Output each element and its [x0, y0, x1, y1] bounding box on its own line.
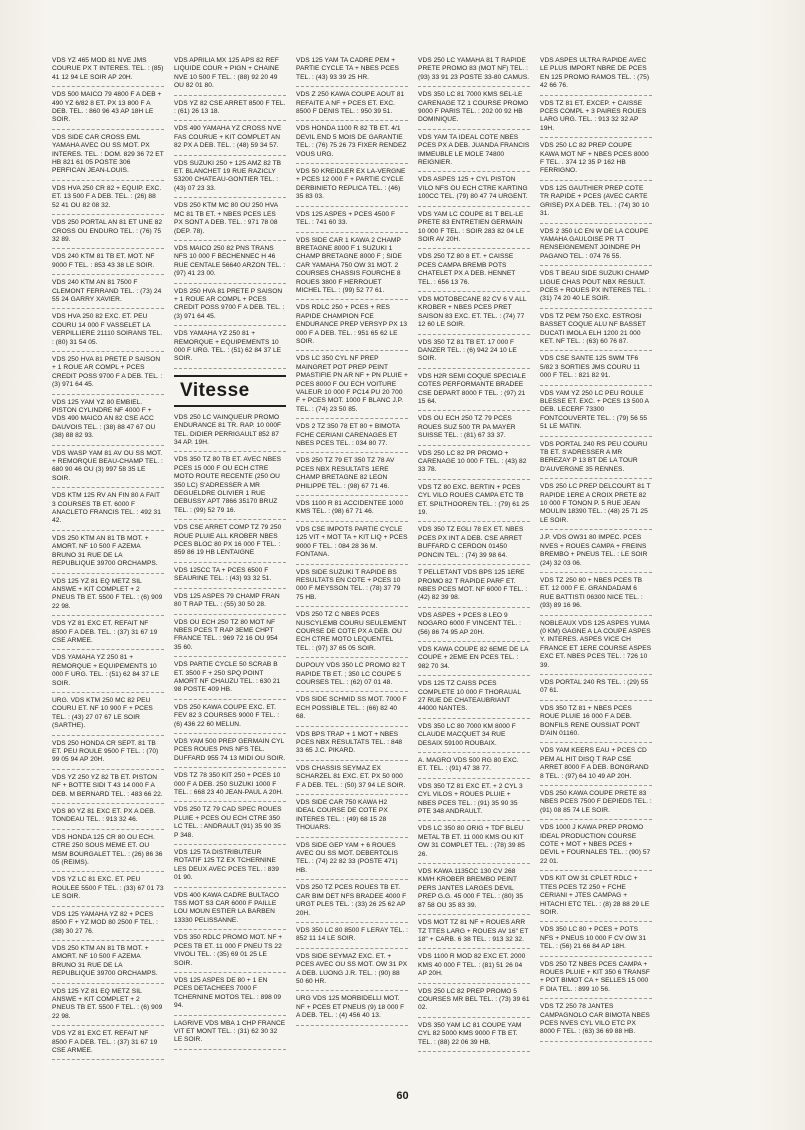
classified-ad: VDS HONDA 1100 R 82 TB ET. 4/1 DEVIL END 5 MOIS DE GARANTIE TEL. : (76) 75 26 73 FIXER RENDEZ VOUS URG. — [296, 124, 408, 164]
classified-ad: A. MAGRO VDS 500 RG 80 EXC. ET. TEL. : (91) 47 38 77. — [418, 756, 530, 779]
classified-ad: URG VDS 125 MORBIDELLI MOT. NF + PCES ET PNEUS (9) 18 000 F A DEB. TEL. : (4) 456 40 13. — [296, 994, 408, 1025]
classified-ad: VDS 125 TA DISTRIBUTEUR ROTATIF 125 TZ EX TCHERNINE LES DEUX AVEC PCES TEL. : 839 01 90. — [174, 848, 286, 888]
classified-ad: VDS 250 LC 82 PREP COUPE KAWA MOT NF + NBES PCES 8000 F TEL. . 374 12 35 P 162 HB FERRIGNO. — [540, 141, 652, 181]
classified-ad: NOBLEAUX VDS 125 ASPES YUMA (0 KM) GAGNE A LA COUPE ASPES Y. INTERES. ASPES VICE CH FRANCE ET 1ERE COURSE ASPES EXC ET. NBES PCES TEL. : 726 10 39. — [540, 619, 652, 675]
classified-ad: VDS OU ECH 250 TZ 79 PCES ROUES SUZ 500 TR PA MAYER SUISSE TEL. : (81) 67 33 37. — [418, 414, 530, 445]
columns-container — [52, 56, 768, 1086]
column-1 — [52, 56, 164, 1086]
classified-ad: VDS TZ 80 EXC. BERTIN + PCES CYL VILO ROUES CAMPA ETC TB ET. SPILTHOOREN TEL. : (79) 61 25 19. — [418, 483, 530, 523]
classified-ad: VDS SIDE SEYMAZ EXC. ET. + PCES AVEC OU SS MOT. OW 31 PX A DEB. LUONG J.R. TEL. : (90) 88 50 60 HR. — [296, 952, 408, 992]
classified-ad: VDS 250 TZ C NBES PCES NUSCYLEMB COURU SEULEMENT COURSE DE COTE PX A DEB. OU ECH CTRE MOTO LEQUENTEL TEL. : (97) 37 65 05 SOIR. — [296, 610, 408, 658]
classified-ad: VDS 50 KREIDLER EX LA-VERGNE + PCES 12 000 F + PARTIE CYCLE DERBINIETO REPLICA TEL. : (46) 35 83 03. — [296, 167, 408, 207]
classified-ad: VDS TZ 250 80 + NBES PCES TB ET. 12 000 F E. GRANDADAM 6 RUE BATTISTI 06300 NICE TEL. : (93) 89 16 96. — [540, 576, 652, 616]
classified-ad: VDS 250 HVA 81 PRETE P SAISON + 1 ROUE AR COMPL + PCES CREDIT POSS 9700 F A DEB. TEL. : (3) 971 64 45. — [52, 355, 164, 395]
classified-ad: VDS MOT TZ 81 NF + ROUES ARR TZ TTES LARG + ROUES AV 16" ET 18" + CARB. 6 38 TEL. : 913 32 32. — [418, 918, 530, 949]
classified-ad: VDS TZ 250 78 JANTES CAMPAGNOLO CAR BIMOTA NBES PCES NVES CYL VILO ETC PX 8000 F TEL. : (63) 36 69 88 HB. — [540, 1002, 652, 1042]
classified-ad: VDS CSE SANTE 125 SWM TF6 5/82 3 SORTIES JMS COURU 11 000 F TEL. : 821 82 91. — [540, 354, 652, 385]
classified-ad: VDS PORTAL 240 RS PEU COURU TB ET. S'ADRESSER A MR BEREZAY P 13 BT DE LA TOUR D'AUVERGNE 35 RENNES. — [540, 440, 652, 480]
classified-ad: VDS 240 KTM AN 81 7500 F CLEMONT FERRAND TEL. : (73) 24 55 24 GARRY XAVIER. — [52, 278, 164, 309]
classified-ad: VDS ASPES 125 + CYL PISTON VILO NFS OU ECH CTRE KARTING 100CC TEL. (79) 80 47 74 URGENT. — [418, 175, 530, 206]
classified-ad: VDS 400 KAWA CADRE BULTACO TSS MOT S3 CAR 6000 F PAILLE LOU MOUN ESTIER LA BARBEN 13330 PELISSANNE. — [174, 891, 286, 931]
classified-ad: T PELLETANT VDS BPS 125 1ERE PROMO 82 T RAPIDE PARF ET. NBES PCES MOT. NF 6000 F TEL. : (42) 82 39 98. — [418, 568, 530, 608]
classified-ad: VDS 250 TZ PCES ROUES TB ET. CAR BIM DET NFS BRADEE 4000 F URGT PLES TEL. : (33) 26 25 62 AP 20H. — [296, 883, 408, 923]
classified-ad: VDS LC 350 80 ORIG + TDF BLEU METAL TB ET. 11 000 KMS OU KIT OW 31 COMPLET TEL. : (78) 39 85 26. — [418, 824, 530, 864]
classified-ad: VDS 250 KTM MC 80 OU 250 HVA MC 81 TB ET. + NBES PCES LES PX SONT A DEB. TEL. : 971 78 08 (DEP. 78). — [174, 201, 286, 241]
classified-ad: VDS YZ LC 81 EXC. ET. PEU ROULEE 5500 F TEL. : (33) 67 01 73 LE SOIR. — [52, 875, 164, 906]
classified-ad: VDS SUZUKI 250 + 125 AMZ 82 TB ET. BLANCHET 19 RUE RAZICLY 53200 CHATEAU-GONTIER TEL. : (43) 07 23 33. — [174, 159, 286, 199]
classified-ad: VDS 350 TZ EGLI 78 EX ET. NBES PCES PX INT A DEB. CSE ARRET BUFFARD C CERDON 01450 PONCIN TEL. : (74) 39 98 64. — [418, 525, 530, 565]
classified-ad: VDS 125 YAM TA CADRE PEM + PARTIE CYCLE TA + NBES PCES TEL. : (43) 93 39 25 HR. — [296, 56, 408, 87]
classified-ad: VDS HVA 250 82 EXC. ET. PEU COURU 14 000 F VASSELET LA VERPILLIERE 21110 SOIRANS TEL. : (80) 31 54 05. — [52, 312, 164, 352]
classified-ad: VDS YAM KEERS EAU + PCES CD PEM AL HIT DISQ T RAP CSE ARRET 8000 F A DEB. BONGRAND 8 TEL. : (97) 64 10 49 AP 20H. — [540, 746, 652, 786]
classified-ad: VDS 125 ASPES DE 80 + 1 EN PCES DETACHEES 7000 F TCHERNINE MOTOS TEL. : 898 09 94. — [174, 976, 286, 1016]
classified-ad: VDS 250 PORTAL AN 81 ET UNE 82 CROSS OU ENDURO TEL. : (76) 75 32 89. — [52, 218, 164, 249]
classified-ad: VDS 250 TZ 80 8 ET. + CAISSE PCES CAMPA BREMB POTS CHATELET PX A DEB. HENNET TEL. : 656 13 76. — [418, 252, 530, 292]
classified-ad: VDS 250 KTM AN 81 TB MOT. + AMORT. NF 10 500 F AZEMA BRUNO 31 RUE DE LA REPUBLIQUE 39700 ORCHAMPS. — [52, 534, 164, 574]
classified-ad: VDS 250 HVA 81 PRETE P SAISON + 1 ROUE AR COMPL + PCES CREDIT POSS 9700 F A DEB. TEL. : (3) 971 64 45. — [174, 287, 286, 327]
classified-ad: VDS KAWA COUPE 82 6EME DE LA COUPE + 2EME EN PCES TEL. : 982 70 34. — [418, 645, 530, 676]
classified-ad: VDS OU ECH 250 TZ 80 MOT NF NBES PCES T RAP 3EME CHPT FRANCE TEL. : 969 72 16 OU 954 35 60. — [174, 618, 286, 658]
classified-ad: VDS CHASSIS SEYMAZ EX SCHARZEL 81 EXC. ET. PX 50 000 F A DEB. TEL. : (50) 37 94 LE SOIR. — [296, 764, 408, 795]
classified-ad: VDS 125 YAMAHA YZ 82 + PCES 8500 F + YZ MOD 80 2500 F TEL. : (38) 30 27 76. — [52, 910, 164, 941]
classified-ad: VDS 250 LC PREP DELCOURT 81 T RAPIDE 1ERE A CROIX PRETE 82 10 000 F TONON P. 5 RUE JEAN MOULIN 18390 TEL. : (48) 25 71 25 LE SOIR. — [540, 482, 652, 530]
classified-ad: VDS MAICO 250 82 PNS TRANS NFS 10 000 F BECHENNEC H 46 RUE CENTALE 56640 ARZON TEL. : (97) 41 23 00. — [174, 244, 286, 284]
classified-ad: VDS SIDE GEP YAM + 6 ROUES AVEC OU SS MOT. DEBERTOLIS TEL. : (74) 22 82 33 (POSTE 471) HB. — [296, 841, 408, 881]
classified-ad: VDS 350 RDLC PROMO MOT. NF + PCES TB ET. 11 000 F PNEU TS 22 VIVOLI TEL. : (35) 69 01 25 LE SOIR. — [174, 933, 286, 973]
classified-ad: VDS 350 TZ 81 TB ET. 17 000 F DANZER TEL. : (6) 942 24 10 LE SOIR. — [418, 338, 530, 369]
page-number: 60 — [396, 1090, 409, 1102]
classified-ad: VDS 2 350 LC EN W DE LA COUPE YAMAHA GAULOISE PR TT RENSEIGNEMENT JOINDRE PH PAGANO TEL. : 074 76 55. — [540, 227, 652, 267]
classified-ad: VDS BPS TRAP + 1 MOT + NBES PCES NBX RESULTATS TEL. : 848 33 65 J.C. PIKARD. — [296, 730, 408, 761]
classified-ad: VDS YAMAHA YZ 250 81 + REMORQUE + EQUIPEMENTS 10 000 F URG. TEL. : (51) 62 84 37 LE SOIR. — [52, 653, 164, 693]
classified-ad: VDS TZ PEM 750 EXC. ESTROSI BASSET COQUE ALU NF BASSET DUCATI IMOLA ELH 1200 21 000 KET. NF TEL. : (63) 60 76 87. — [540, 312, 652, 352]
classified-ad: VDS PORTAL 240 RS TEL. : (29) 55 07 61. — [540, 678, 652, 701]
classified-ad: VDS YAMAHA YZ 250 81 + REMORQUE + EQUIPEMENTS 10 000 F URG. TEL. : (51) 62 84 37 LE SOIR. — [174, 329, 286, 369]
classified-ad: VDS MOTOBECANE 82 CV 6 V ALL KROBER + NBES PCES PRET SAISON 83 EXC. ET. TEL. : (74) 77 12 60 LE SOIR. — [418, 295, 530, 335]
classified-ad: VDS 250 TZ 79 ET 350 TZ 78 AV PCES NBX RESULTATS 1ERE CHAMP BRETAGNE 82 LEON PHILIPPE TEL. : (98) 67 71 46. — [296, 456, 408, 496]
classified-ad: VDS 250 KAWA COUPE PRETE 83 NBES PCES 7500 F DEPIEDS TEL. : (91) 08 85 74 LE SOIR. — [540, 789, 652, 820]
classified-ad: VDS 350 TZ 80 TB ET. AVEC NBES PCES 15 000 F OU ECH CTRE MOTO ROUTE RECENTE (250 OU 350 LC) S'ADRESSER A MR DEGUELDRE OLIVIER 1 RUE DEBUSSY APT 7866 35170 BRUZ TEL. : (99) 52 79 16. — [174, 455, 286, 520]
classified-ad: VDS 125 ASPES + PCES 4500 F TEL. : 741 60 33. — [296, 210, 408, 233]
classified-ad: VDS 250 LC 82 PR PROMO + CARENAGE 10 000 F TEL. : (43) 82 33 78. — [418, 449, 530, 480]
classified-ad: VDS KTM 125 RV AN FIN 80 A FAIT 3 COURSES TB ET. 6000 F ANACLETO FRANCIS TEL. : 492 31 42. — [52, 491, 164, 531]
classified-ad: VDS 1100 R MOD 82 EXC ET. 2000 KMS 40 000 F TEL. : (81) 51 26 04 AP 20H. — [418, 952, 530, 983]
classified-ad: VDS 125 YAM YZ 80 EMBIEL. PISTON CYLINDRE NF 4000 F + VDS 490 MAICO AN 82 CSE ACC DAUVOIS TEL. : (38) 88 47 67 OU (38) 88 82 93. — [52, 398, 164, 446]
classified-ad: VDS 250 TZ NBES PCES CAMPA + ROUES PLUIE + KIT 350 6 TRANSF + POT BIMOT CA + SELLES 15 000 F DIA TEL. : 899 10 56. — [540, 960, 652, 1000]
classified-ad: VDS 240 KTM 81 TB ET. MOT. NF 9000 F TEL. : 853 43 38 LE SOIR. — [52, 252, 164, 275]
classified-ad: LAGRIVE VDS MBA 1 CHP FRANCE VIT ET MONT TEL. : (31) 62 30 32 LE SOIR. — [174, 1019, 286, 1050]
classified-ad: VDS YZ 82 CSE ARRET 8500 F TEL. : (61) 26 13 18. — [174, 99, 286, 122]
classified-ad: VDS 350 TZ 81 + NBES PCES ROUE PLUIE 16 000 F A DEB. BONFILS RENE OUSSIAT PONT D'AIN 01160. — [540, 704, 652, 744]
classified-ad: VDS YAM LC COUPE 81 T BEL-LE PRETE 83 ENTRETIEN GERMAIN 10 000 F TEL. : SOIR 283 82 04 LE SOIR AV 20H. — [418, 210, 530, 250]
classified-ad: VDS 350 LC 80 7000 KM 8000 F CLAUDE MACQUET 34 RUE DESAIX 59100 ROUBAIX. — [418, 722, 530, 753]
classified-ad: VDS TZ 81 ET. EXCEP. + CAISSE PCES COMPL + 3 PAIRES ROUES LARG URG. TEL. : 913 32 32 AP 19H. — [540, 99, 652, 139]
classified-ad: VDS Z 250 KAWA COUPE AOUT 81 REFAITE A NF + PCES ET. EXC. 8500 F DENIS TEL. : 950 39 51. — [296, 90, 408, 121]
classified-ad: VDS SIDE SCHMID SS MOT. 7000 F ECH POSSIBLE TEL. : (66) 82 40 68. — [296, 695, 408, 726]
classified-ad: VDS KIT OW 31 CPLET RDLC + TTES PCES TZ 250 + FCHE CERIANI + JTES CAMPAG + HITACHI ETC TEL. : (8) 28 88 29 LE SOIR. — [540, 874, 652, 922]
classified-ad: VDS YAM 500 PREP GERMAIN CYL PCES ROUES PNS NFS TEL. DUFFARD 955 74 13 MIDI OU SOIR. — [174, 737, 286, 768]
classified-ad: DUPOUY VDS 350 LC PROMO 82 T RAPIDE TB ET. ; 350 LC COUPE 5 COURSES TEL. : (62) 07 01 48. — [296, 661, 408, 692]
classified-ad: VDS SIDE CAR CROSS EML YAMAHA AVEC OU SS MOT. PX INTERES. TEL. : DOM. 829 36 72 ET HB 821 61 05 POSTE 306 PERFICAN JEAN-LOUIS. — [52, 133, 164, 181]
classified-ad: VDS YZ 81 EXC ET. REFAIT NF 8500 F A DEB. TEL. : (37) 31 67 19 CSE ARMEE. — [52, 619, 164, 650]
classified-ad: VDS 350 YAM LC 81 COUPE YAM CYL 82 5000 KMS 9000 F TB ET. TEL. : (88) 22 06 39 HB. — [418, 1021, 530, 1052]
classified-ad: VDS 125 YZ 81 EQ METZ SIL ANSWE + KIT COMPLET + 2 PNEUS TB ET. 5500 F TEL. : (6) 909 22 98. — [52, 987, 164, 1027]
classified-ad: VDS 250 LC YAMAHA 81 T RAPIDE PRETE PROMO 83 (MOT NF) TEL. : (93) 33 91 23 POSTE 33-80 CAMUS. — [418, 56, 530, 87]
classified-ad: VDS HVA 250 CR 82 + EQUIP. EXC. ET. 13 500 F A DEB. TEL. : (26) 88 52 41 OU 82 08 32. — [52, 184, 164, 215]
classified-ad: VDS TZ 78 350 KIT 250 + PCES 10 000 F A DEB. 250 SUZUKI 1000 F TEL. : 668 23 40 JEAN-PAUL A 20H. — [174, 771, 286, 802]
classified-ad: VDS 250 KAWA COUPE EXC. ET. FEV 82 3 COURSES 9000 F TEL. : (6) 436 22 60 MELUN. — [174, 703, 286, 734]
classified-ad: VDS APRILIA MX 125 APS 82 REF LIQUIDE COUR + PIGN + CHAINE NVE 10 500 F TEL. : (88) 92 20 49 OU 82 01 80. — [174, 56, 286, 96]
classified-ad: VDS 125 YZ 81 EQ METZ SIL ANSWE + KIT COMPLET + 2 PNEUS TB ET. 5500 F TEL. : (6) 909 22 98. — [52, 577, 164, 617]
classified-ad: VDS YAM YZ 250 LC PEU ROULE BLESSE ET. EXC. + PCES 13 500 A DEB. LECERF 73300 FONTCOUVERTE TEL. : (79) 56 55 51 LE MATIN. — [540, 389, 652, 437]
classified-ad: VDS 250 KTM AN 81 TB MOT. + AMORT. NF 10 500 F AZEMA BRUNO 31 RUE DE LA REPUBLIQUE 39700 ORCHAMPS. — [52, 944, 164, 984]
section-heading: Vitesse — [174, 375, 286, 407]
classified-ad: VDS RDLC 250 + PCES + RES RAPIDE CHAMPION FCE ENDURANCE PREP VERSYP PX 13 000 F A DEB. TEL. : 951 65 62 LE SOIR. — [296, 303, 408, 351]
classified-ad: VDS 1100 R 81 ACCIDENTEE 1000 KMS TEL. : (98) 67 71 46. — [296, 499, 408, 522]
classified-ad: VDS 250 LC 82 PREP PROMO 5 COURSES MR BEL TEL. : (73) 39 61 02. — [418, 987, 530, 1018]
classified-ad: VDS 350 LC 81 7000 KMS SEL-LE CARENAGE TZ 1 COURSE PROMO 9000 F PARIS TEL. : 202 00 92 HB DOMINIQUE. — [418, 90, 530, 130]
classified-ad: VDS ASPES + PCES 8 LEO 9 NOGARO 6000 F VINCENT TEL. : (56) 86 74 95 AP 20H. — [418, 611, 530, 642]
column-2 — [174, 56, 286, 1086]
classified-ad: VDS 350 LC 80 8500 F LERAY TEL. : 852 11 14 LE SOIR. — [296, 926, 408, 949]
classified-ad: J.P. VDS OW31 80 IMPEC. PCES NVES + ROUES CAMPA + FREINS BREMBO + PNEUS TEL. : LE SOIR (24) 32 03 06. — [540, 533, 652, 573]
classified-ad: VDS 125CC TA + PCES 6500 F SEAURINE TEL. : (43) 93 32 51. — [174, 566, 286, 589]
classified-ad: VDS HONDA 125 CR 80 OU ECH. CTRE 250 SOUS MEME ET. OU MSM BOURGALET TEL. : (26) 86 36 05 (REIMS). — [52, 833, 164, 873]
classified-ad: VDS 125 ASPES 79 CHAMP FRAN 80 T RAP TEL. : (55) 30 50 28. — [174, 592, 286, 615]
classified-ad: VDS LC 350 CYL NF PREP MAINGRET POT PREP PEINT PMASTIFIE PN AR NF + PN PLUIE + PCES 8000 F OU ECH VOITURE VALEUR 10 000 F PC14 PU 20 700 F + PCES MOT. 1000 F BLANC J.P. TEL. : (74) 23 50 85. — [296, 354, 408, 419]
classified-ad: VDS SIDE SUZUKI T RAPIDE BS RESULTATS EN COTE + PCES 10 000 F MEYSSON TEL. : (78) 37 79 75 HB. — [296, 568, 408, 608]
classified-ad: VDS YZ 250 YZ 82 TB ET. PISTON NF + BOTTE SIDI T 43 14 000 F A DEB. M BERNARD TEL. : 483 66 22. — [52, 773, 164, 804]
column-3 — [296, 56, 408, 1086]
classified-ad: VDS H2R SEMI COQUE SPECIALE COTES PERFORMANTE BRADEE CSE DEPART 8000 F TEL. : (97) 21 15 64. — [418, 372, 530, 412]
classified-ad: VDS SIDE CAR 750 KAWA H2 IDEAL COURSE DE COTE PX INTERES TEL. : (49) 68 15 28 THOUARS. — [296, 798, 408, 838]
classified-ad: VDS YZ 81 EXC ET. REFAIT NF 8500 F A DEB. TEL. : (37) 31 67 19 CSE ARMEE. — [52, 1029, 164, 1060]
column-5 — [540, 56, 652, 1086]
classified-ad: VDS 490 YAMAHA YZ CROSS NVE FAS COURUE + KIT COMPLET AN 82 PX A DEB. TEL. : (48) 59 34 57. — [174, 124, 286, 155]
classified-ad: VDS 125 GAUTHIER PREP COTE TR RAPIDE + PCES (AVEC CARTE GRISE) PX A DEB. TEL. : (74) 30 10 31. — [540, 184, 652, 224]
classified-ad: VDS 350 TZ 81 EXC ET. + 2 CYL 3 CYL VILOS + ROUES PLUIE + NBES PCES TEL. : (91) 35 90 35 PTE 348 ANDRAULT. — [418, 782, 530, 822]
classified-ad: URG. VDS KTM 250 MC 82 PEU COURU ET. NF 10 900 F + PCES TEL. : (43) 27 07 67 LE SOIR (SARTHE). — [52, 696, 164, 736]
classified-ad: VDS 1000 J KAWA PREP PROMO IDEAL PRODUCTION COURSE COTE + MOT + NBES PCES + DEVIL + FOURNALES TEL. : (90) 57 22 01. — [540, 823, 652, 871]
classified-ad: VDS ASPES ULTRA RAPIDE AVEC LE PLUS IMPORT NBRE DE PCES EN 125 PROMO RAMOS TEL. : (75) 42 66 76. — [540, 56, 652, 96]
classified-ad: VDS T BEAU SIDE SUZUKI CHAMP LIGUE CHAS POUT NBX RESULT. PCES + ROUES PX INTERES TEL. : (31) 74 20 40 LE SOIR. — [540, 269, 652, 309]
classified-ad: VDS CSE IMPOTS PARTIE CYCLE 125 VIT + MOT TA + KIT LIQ + PCES 9000 F TEL. : 084 28 36 M. FONTANA. — [296, 525, 408, 565]
classified-ad: VDS 250 TZ 79 CAD SPEC ROUES PLUIE + PCES OU ECH CTRE 350 LC TEL. : ANDRAULT (91) 35 90 35 P 348. — [174, 805, 286, 845]
classified-ad: VDS YZ 465 MOD 81 NVE JMS COURUE PX T INTERES. TEL. : (85) 41 12 94 LE SOIR AP 20H. — [52, 56, 164, 87]
column-4 — [418, 56, 530, 1086]
classified-ad: VDS WASP YAM 81 AV OU SS MOT. + REMORQUE BEAU-CHAMP TEL. : 680 90 46 OU (3) 997 58 35 LE SOIR. — [52, 449, 164, 489]
classified-ad: VDS 500 MAICO 79 4800 F A DEB + 490 YZ 6/82 8 ET. PX 13 800 F A DEB. TEL. : 860 96 43 AP 18H LE SOIR. — [52, 90, 164, 130]
classified-ad: VDS PARTIE CYCLE 50 SCRAB B ET. 3500 F + 250 SPQ POINT AMORT NF CHAUZU TEL. : 630 21 98 POSTE 409 HB. — [174, 660, 286, 700]
classified-ad: VDS 2 TZ 350 78 ET 80 + BIMOTA FCHE CERIANI CARENAGES ET NBES PCES TEL. : 034 80 77. — [296, 422, 408, 453]
classified-ad: VDS YAM TA IDEAL COTE NBES PCES PX A DEB. JUANDA FRANCIS IMMEUBLE LE MOLE 74800 REIGNIER. — [418, 133, 530, 173]
classified-ad: VDS 80 YZ 81 EXC ET. PX A DEB. TONDEAU TEL. : 913 32 46. — [52, 807, 164, 830]
classified-ad: VDS 125 TZ CAISS PCES COMPLETE 10 000 F THORAUAL 27 RUE DE CHATEAUBRIANT 44000 NANTES. — [418, 679, 530, 719]
classified-ad: VDS 250 LC VAINQUEUR PROMO ENDURANCE 81 TR. RAP. 10 000F TEL. DIDIER PERRIGAULT 852 87 34 AP. 19H. — [174, 413, 286, 453]
classified-ad: VDS 250 HONDA CR SEPT. 81 TB ET. PEU ROULE 9500 F TEL. : (70) 99 05 94 AP 20H. — [52, 739, 164, 770]
classified-ad: VDS 350 LC 80 + PCES + POTS NFS + PNEUS 10 000 F CV OW 31 TEL. : (56) 21 66 84 AP 18H. — [540, 925, 652, 956]
classified-ad: VDS CSE ARRET COMP TZ 79 250 ROUE PLUIE ALL KROBER NBES PCES BLOC 80 PX 16 000 F TEL. : 859 86 19 HB LENTAIGNE — [174, 523, 286, 563]
classified-ad: VDS KAWA 1135CC 130 CV 268 KM/H KROBER BREMBO PEINT PERS JANTES LARGES DEVIL PREP G.G. 45 000 F TEL. : (80) 35 87 58 OU 35 83 39. — [418, 867, 530, 915]
classified-ad: VDS SIDE CAR 1 KAWA 2 CHAMP BRETAGNE 8000 F 1 SUZUKI 1 CHAMP BRETAGNE 8000 F ; SIDE CAR YAMAHA 750 OW 31 MOT. 2 COURSES CHASSIS FOURCHE 8 ROUES 3800 F HERROUET MICHEL TEL. : (99) 52 77 61. — [296, 236, 408, 301]
